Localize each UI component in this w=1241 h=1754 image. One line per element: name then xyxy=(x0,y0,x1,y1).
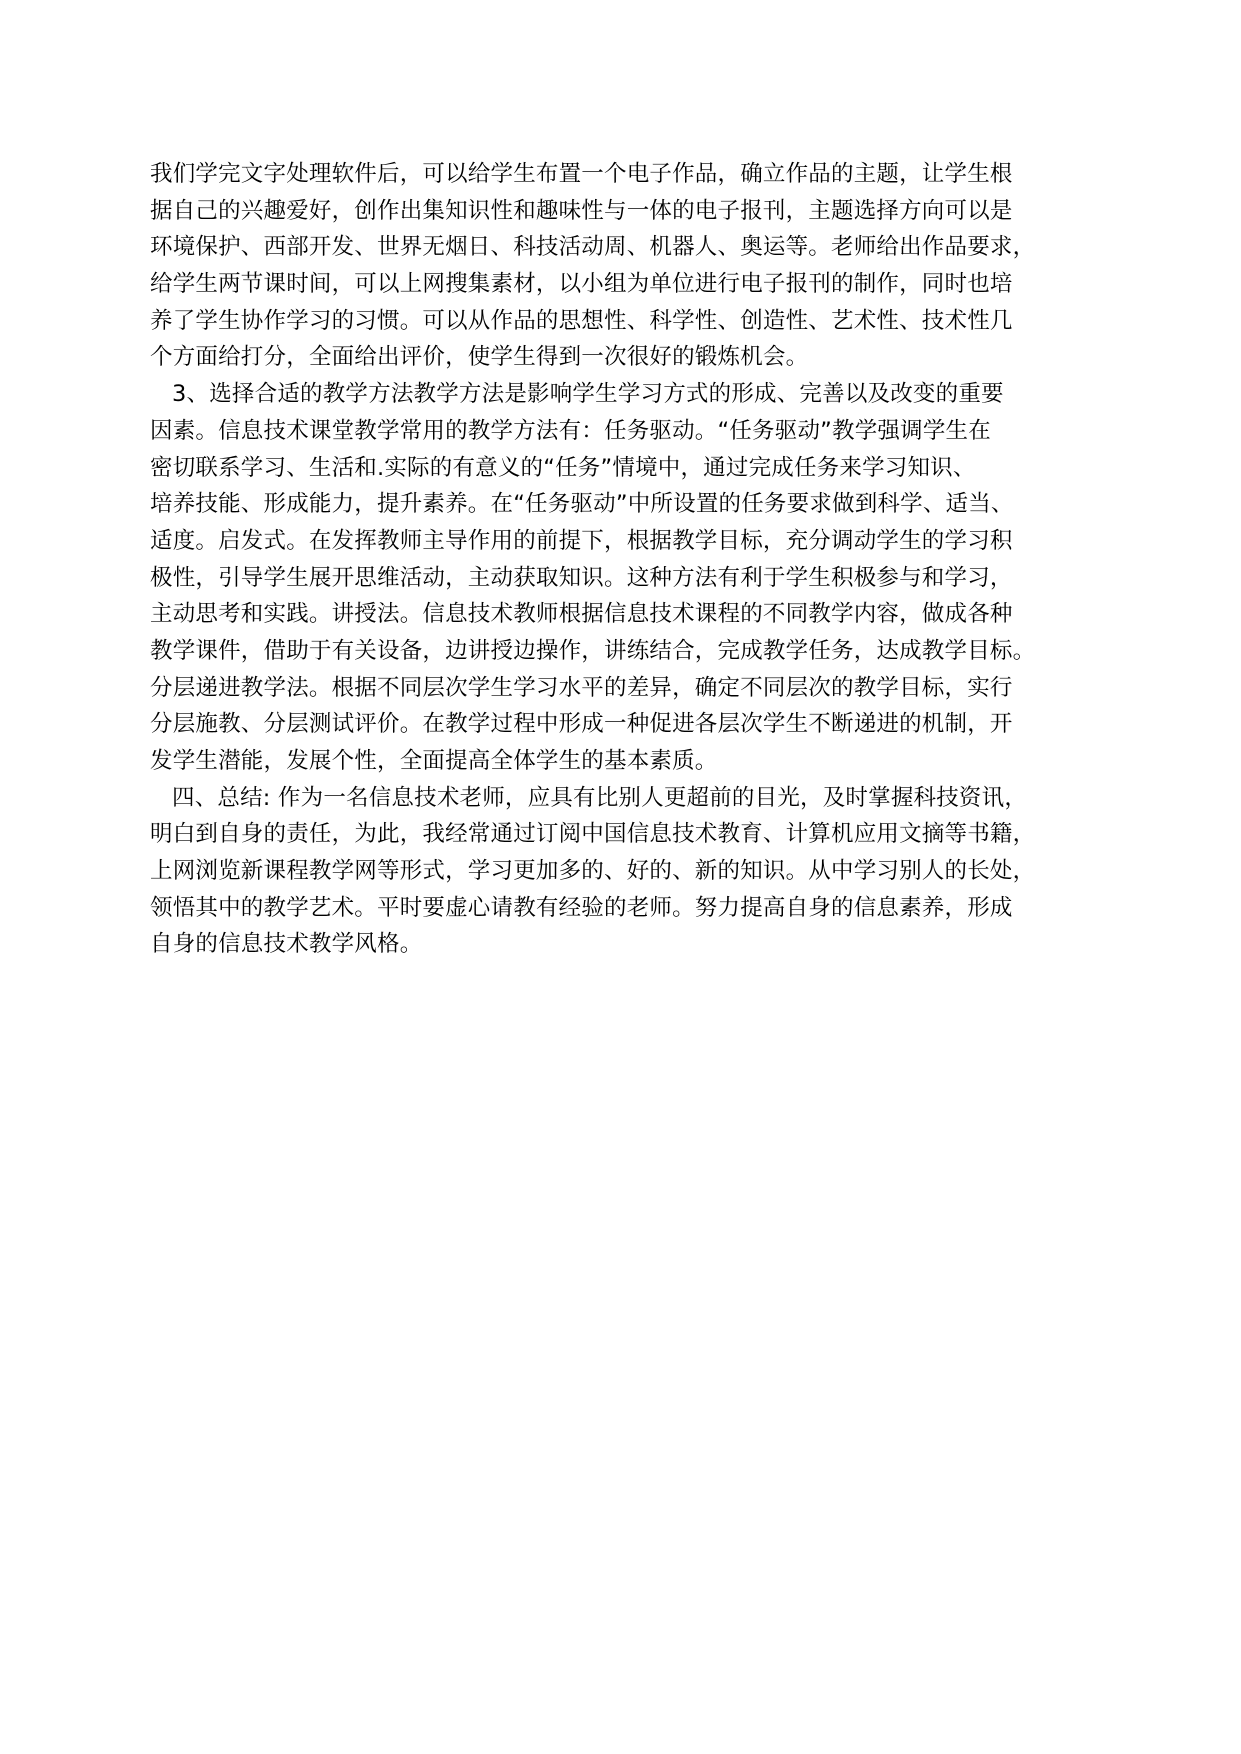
text-line: 教学课件，借助于有关设备，边讲授边操作，讲练结合，完成教学任务，达成教学目标。 xyxy=(150,637,1036,664)
text-line: 明白到自身的责任，为此，我经常通过订阅中国信息技术教育、计算机应用文摘等书籍， xyxy=(150,821,1036,848)
text-line: 领悟其中的教学艺术。平时要虚心请教有经验的老师。努力提高自身的信息素养，形成 xyxy=(150,894,1013,921)
text-line: 环境保护、西部开发、世界无烟日、科技活动周、机器人、奥运等。老师给出作品要求， xyxy=(150,234,1036,261)
text-line: 3、选择合适的教学方法教学方法是影响学生学习方式的形成、完善以及改变的重要 xyxy=(172,381,1004,408)
text-line: 分层施教、分层测试评价。在教学过程中形成一种促进各层次学生不断递进的机制，开 xyxy=(150,711,1013,738)
document-body xyxy=(150,156,1110,963)
paragraph-teaching-methods xyxy=(150,376,1110,780)
text-line: 上网浏览新课程教学网等形式，学习更加多的、好的、新的知识。从中学习别人的长处， xyxy=(150,858,1036,885)
text-line: 自身的信息技术教学风格。 xyxy=(150,931,423,958)
text-line: 据自己的兴趣爱好，创作出集知识性和趣味性与一体的电子报刊，主题选择方向可以是 xyxy=(150,197,1013,224)
text-line: 个方面给打分，全面给出评价，使学生得到一次很好的锻炼机会。 xyxy=(150,344,809,371)
text-line: 分层递进教学法。根据不同层次学生学习水平的差异，确定不同层次的教学目标，实行 xyxy=(150,674,1013,701)
text-line: 养了学生协作学习的习惯。可以从作品的思想性、科学性、创造性、艺术性、技术性几 xyxy=(150,307,1013,334)
paragraph-summary xyxy=(150,780,1110,963)
text-line: 适度。启发式。在发挥教师主导作用的前提下，根据教学目标，充分调动学生的学习积 xyxy=(150,527,1013,554)
text-line: 发学生潜能，发展个性，全面提高全体学生的基本素质。 xyxy=(150,748,718,774)
text-line: 培养技能、形成能力，提升素养。在“任务驱动”中所设置的任务要求做到科学、适当、 xyxy=(150,491,1014,518)
text-line: 密切联系学习、生活和.实际的有意义的“任务”情境中，通过完成任务来学习知识、 xyxy=(150,454,976,481)
text-line: 极性，引导学生展开思维活动，主动获取知识。这种方法有利于学生积极参与和学习， xyxy=(150,564,1013,591)
paragraph-electronic-work xyxy=(150,156,1110,376)
text-line: 给学生两节课时间，可以上网搜集素材，以小组为单位进行电子报刊的制作，同时也培 xyxy=(150,271,1013,298)
text-line: 我们学完文字处理软件后，可以给学生布置一个电子作品，确立作品的主题，让学生根 xyxy=(150,161,1013,187)
text-line: 因素。信息技术课堂教学常用的教学方法有：任务驱动。“任务驱动”教学强调学生在 xyxy=(150,417,991,444)
text-line: 四、总结: 作为一名信息技术老师，应具有比别人更超前的目光，及时掌握科技资讯， xyxy=(172,784,1028,811)
text-line: 主动思考和实践。讲授法。信息技术教师根据信息技术课程的不同教学内容，做成各种 xyxy=(150,601,1013,628)
